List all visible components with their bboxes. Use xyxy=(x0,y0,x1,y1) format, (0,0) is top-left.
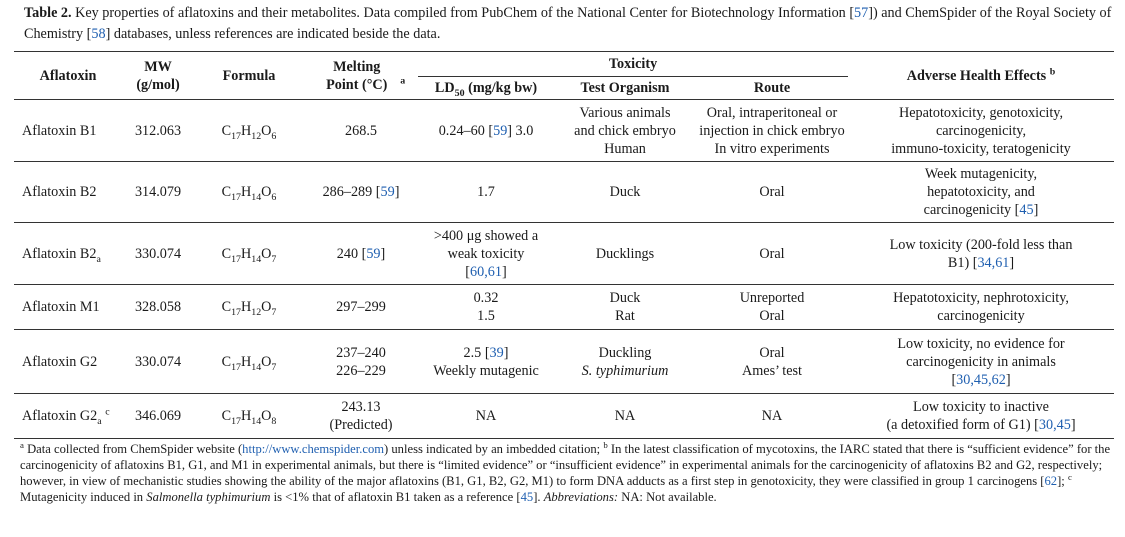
citation-link[interactable]: 34,61 xyxy=(977,254,1010,271)
table-row xyxy=(14,285,1114,330)
citation-link[interactable]: 59 xyxy=(366,245,381,262)
cell-formula: $C_{17}H_{12}O_7$ xyxy=(221,299,277,318)
header-melting-point: Melting Point (°C) $^a$ xyxy=(326,58,406,93)
abbreviations-label: Abbreviations: xyxy=(543,490,619,504)
cell-melting-point: 286–289 [59] xyxy=(322,184,400,200)
table-caption: Table 2. Key properties of aflatoxins and their metabolites. Data compiled from PubChem of the National Center for Biotechnology Information [57]) and ChemSpider of the Royal Society of Chemistry [58] databases, unless references are indicated beside the data. xyxy=(24,5,1112,42)
cell-mw: 330.074 xyxy=(134,353,182,370)
cell-test-organism: NA xyxy=(614,408,636,424)
cell-adverse-effects: Hepatotoxicity, genotoxicity, carcinogenicity, immuno-toxicity, teratogenicity xyxy=(891,104,1071,157)
citation-link[interactable]: 60,61 xyxy=(470,263,502,280)
header-formula: Formula xyxy=(222,67,276,84)
cell-aflatoxin: Aflatoxin B2 xyxy=(22,184,97,200)
cell-mw: 314.079 xyxy=(134,184,182,200)
header-test-organism: Test Organism xyxy=(580,80,670,96)
cell-mw: 312.063 xyxy=(134,122,182,139)
cell-adverse-effects: Low toxicity (200-fold less than B1) [34,61] xyxy=(889,236,1073,271)
cell-aflatoxin: Aflatoxin M1 xyxy=(22,299,100,315)
citation-link[interactable]: 59 xyxy=(380,184,395,200)
cell-adverse-effects: Low toxicity to inactive (a detoxified form of G1) [30,45] xyxy=(886,399,1076,433)
cell-ld50: 1.7 xyxy=(477,184,495,200)
table-row xyxy=(14,394,1114,439)
cell-melting-point: 237–240 226–229 xyxy=(336,344,386,379)
cell-formula: $C_{17}H_{14}O_6$ xyxy=(221,184,277,203)
cell-melting-point: 240 [59] xyxy=(336,245,386,262)
header-mw: MW (g/mol) xyxy=(136,58,180,93)
citation-link[interactable]: 45 xyxy=(1019,202,1034,218)
cell-route: Oral xyxy=(759,184,785,200)
header-adverse-effects: Adverse Health Effects $^b$ xyxy=(906,65,1056,84)
cell-ld50: 2.5 [39] Weekly mutagenic xyxy=(433,344,539,379)
cell-adverse-effects: Week mutagenicity, hepatotoxicity, and carcinogenicity [45] xyxy=(923,166,1039,218)
cell-route: Oral, intraperitoneal or injection in chick embryo In vitro experiments xyxy=(699,104,845,157)
citation-link[interactable]: 39 xyxy=(489,344,504,361)
caption-label: Table 2. xyxy=(24,5,72,21)
header-row xyxy=(14,52,1114,77)
cell-formula: $C_{17}H_{14}O_7$ xyxy=(221,353,277,373)
cell-route: Unreported Oral xyxy=(739,290,805,324)
table-row xyxy=(14,223,1114,285)
cell-mw: 346.069 xyxy=(134,408,182,424)
header-aflatoxin: Aflatoxin xyxy=(39,67,97,84)
cell-formula: $C_{17}H_{12}O_6$ xyxy=(221,122,277,142)
header-ld50: $LD_{50}$ (mg/kg bw) xyxy=(434,80,538,99)
cell-test-organism: Duck xyxy=(609,184,641,200)
cell-route: Oral xyxy=(759,245,785,262)
header-toxicity: Toxicity xyxy=(418,52,848,77)
cell-ld50: 0.32 1.5 xyxy=(473,290,499,324)
cell-test-organism: Ducklings xyxy=(595,245,655,262)
cell-ld50: NA xyxy=(475,408,497,424)
cell-aflatoxin: Aflatoxin G2 xyxy=(22,353,98,370)
citation-link[interactable]: 57 xyxy=(854,5,869,21)
table-page xyxy=(14,3,1114,505)
cell-adverse-effects: Low toxicity, no evidence for carcinogenicity in animals [30,45,62] xyxy=(897,335,1065,388)
cell-aflatoxin: Aflatoxin $B2_a$ xyxy=(22,245,101,265)
citation-link[interactable]: 62 xyxy=(1044,474,1058,488)
cell-ld50: >400 μg showed a weak toxicity [60,61] xyxy=(433,227,539,280)
cell-formula: $C_{17}H_{14}O_8$ xyxy=(221,408,277,427)
cell-test-organism: Various animals and chick embryo Human xyxy=(574,104,676,157)
cell-melting-point: 243.13 (Predicted) xyxy=(329,399,393,433)
cell-mw: 330.074 xyxy=(134,245,182,262)
citation-link[interactable]: 59 xyxy=(493,122,508,139)
citation-link[interactable]: 30,45 xyxy=(1038,417,1071,433)
table-row xyxy=(14,162,1114,223)
cell-aflatoxin: Aflatoxin B1 xyxy=(22,122,97,139)
aflatoxin-properties-table xyxy=(14,51,1114,439)
cell-melting-point: 268.5 xyxy=(345,122,377,139)
cell-route: Oral Ames’ test xyxy=(741,344,803,379)
cell-ld50: 0.24–60 [59] 3.0 xyxy=(438,122,534,139)
table-row xyxy=(14,100,1114,162)
cell-test-organism: Duck Rat xyxy=(609,290,641,324)
citation-link[interactable]: 30,45,62 xyxy=(956,371,1006,388)
cell-test-organism: Duckling S. typhimurium xyxy=(581,344,669,379)
table-row xyxy=(14,330,1114,394)
cell-formula: $C_{17}H_{14}O_7$ xyxy=(221,245,277,265)
cell-aflatoxin: Aflatoxin $G2_a$ $^c$ xyxy=(22,406,110,427)
cell-melting-point: 297–299 xyxy=(336,299,386,315)
citation-link[interactable]: 58 xyxy=(91,26,106,42)
cell-route: NA xyxy=(761,408,783,424)
chemspider-link[interactable]: http://www.chemspider.com xyxy=(242,442,385,456)
citation-link[interactable]: 45 xyxy=(520,490,534,504)
cell-mw: 328.058 xyxy=(134,299,182,315)
cell-adverse-effects: Hepatotoxicity, nephrotoxicity, carcinogenicity xyxy=(893,290,1069,324)
table-footnote: $^a$ Data collected from ChemSpider website (http://www.chemspider.com) unless indicated by an imbedded citation; $^b$ In the latest classification of mycotoxins, the IARC stated that there is “sufficient evidence” for the carcinogenicity of aflatoxins B1, G1, and M1 in experimental animals, but there is “limited evidence” or “insufficient evidence” in experimental animals for the carcinogenicity of aflatoxins B2 and G2, respectively; however, in view of mechanistic studies showing the ability of the major aflatoxins (B1, G1, B2, G2, M1) to form DNA adducts as a first step in genotoxicity, they were classified in group 1 carcinogens [62]; $^c$ Mutagenicity induced in Salmonella typhimurium is <1% that of aflatoxin B1 taken as a reference [45]. Abbreviations: NA: Not available. xyxy=(20,439,1111,504)
header-route: Route xyxy=(753,80,791,96)
